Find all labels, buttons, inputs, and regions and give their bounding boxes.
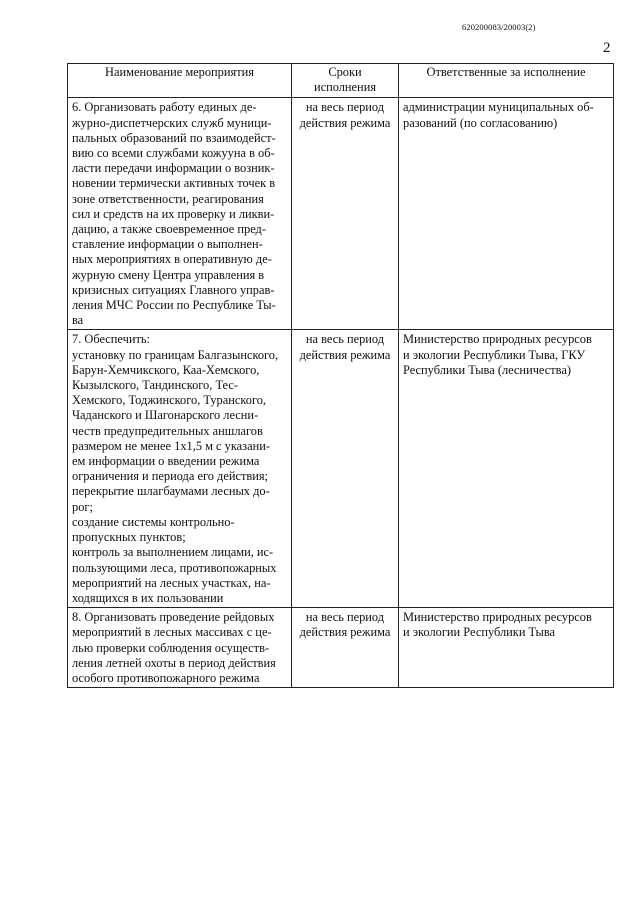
table-row (68, 608, 614, 688)
event-line: Барун-Хемчикского, Каа-Хемского, (72, 362, 260, 377)
deadline-line: на весь период (305, 100, 385, 115)
document-code: 620200083/20003(2) (462, 22, 536, 32)
responsible-line: Министерство природных ресурсов (403, 610, 592, 625)
event-line: ласти передачи информации о возник- (72, 161, 275, 176)
event-line: ва (72, 313, 84, 328)
event-line: кризисных ситуациях Главного управ- (72, 282, 275, 297)
responsible-cell (399, 98, 614, 330)
deadline-line: на весь период (305, 332, 385, 347)
event-line: ходящихся в их пользовании (72, 590, 224, 605)
event-line: пропускных пунктов; (72, 530, 186, 545)
event-line: 8. Организовать проведение рейдовых (72, 610, 275, 625)
deadline-cell (292, 330, 399, 608)
event-line: ставление информации о выполнен- (72, 237, 263, 252)
event-line: перекрытие шлагбаумами лесных до- (72, 484, 270, 499)
responsible-line: Республики Тыва (лесничества) (403, 362, 571, 377)
deadline-line: на весь период (305, 610, 385, 625)
deadline-cell (292, 98, 399, 330)
event-line: создание системы контрольно- (72, 514, 235, 529)
event-line: зоне ответственности, реагирования (72, 191, 264, 206)
event-line: дацию, а также своевременное пред- (72, 222, 266, 237)
event-cell (68, 330, 292, 608)
column-header-responsible: Ответственные за исполнение (399, 64, 614, 98)
table-body (68, 98, 614, 688)
event-line: Кызылского, Тандинского, Тес- (72, 378, 238, 393)
responsible-line: разований (по согласованию) (403, 115, 558, 130)
deadline-line: действия режима (299, 115, 391, 130)
event-line: рог; (72, 499, 93, 514)
event-line: ограничения и периода его действия; (72, 469, 268, 484)
responsible-line: и экологии Республики Тыва (403, 625, 556, 640)
event-line: Хемского, Тоджинского, Туранского, (72, 393, 267, 408)
page-number: 2 (603, 40, 611, 56)
event-line: особого противопожарного режима (72, 670, 260, 685)
event-line: мероприятий в лесных массивах с це- (72, 625, 272, 640)
deadline-cell (292, 608, 399, 688)
event-cell (68, 98, 292, 330)
event-line: контроль за выполнением лицами, ис- (72, 545, 274, 560)
event-line: лью проверки соблюдения осуществ- (72, 640, 270, 655)
table-header-row (68, 64, 614, 98)
event-line: сил и средств на их проверку и ликви- (72, 206, 275, 221)
responsible-line: администрации муниципальных об- (403, 100, 594, 115)
responsible-cell (399, 608, 614, 688)
event-line: ления летней охоты в период действия (72, 655, 276, 670)
responsible-cell (399, 330, 614, 608)
event-line: размером не менее 1х1,5 м с указани- (72, 438, 270, 453)
deadline-line: действия режима (299, 625, 391, 640)
event-line: ления МЧС России по Республике Ты- (72, 298, 276, 313)
column-header-deadline: Сроки исполнения (292, 64, 399, 98)
table-row (68, 330, 614, 608)
responsible-line: Министерство природных ресурсов (403, 332, 592, 347)
event-line: установку по границам Балгазынского, (72, 347, 279, 362)
event-line: журную смену Центра управления в (72, 267, 265, 282)
event-line: Чаданского и Шагонарского лесни- (72, 408, 259, 423)
event-line: ных мероприятиях в оперативную де- (72, 252, 272, 267)
table-row (68, 98, 614, 330)
deadline-line: действия режима (299, 347, 391, 362)
event-line: 7. Обеспечить: (72, 332, 150, 347)
event-line: пальных образований по взаимодейст- (72, 130, 276, 145)
measures-table (67, 63, 614, 688)
responsible-line: и экологии Республики Тыва, ГКУ (403, 347, 586, 362)
event-line: мероприятий на лесных участках, на- (72, 575, 271, 590)
event-line: пользующими леса, противопожарных (72, 560, 277, 575)
event-line: вию со всеми службами кожууна в об- (72, 146, 275, 161)
event-line: журно-диспетчерских служб муници- (72, 115, 272, 130)
event-line: честв предупредительных аншлагов (72, 423, 263, 438)
event-line: 6. Организовать работу единых де- (72, 100, 257, 115)
column-header-event: Наименование мероприятия (68, 64, 292, 98)
event-line: ем информации о введении режима (72, 454, 260, 469)
event-line: новении термически активных точек в (72, 176, 276, 191)
event-cell (68, 608, 292, 688)
